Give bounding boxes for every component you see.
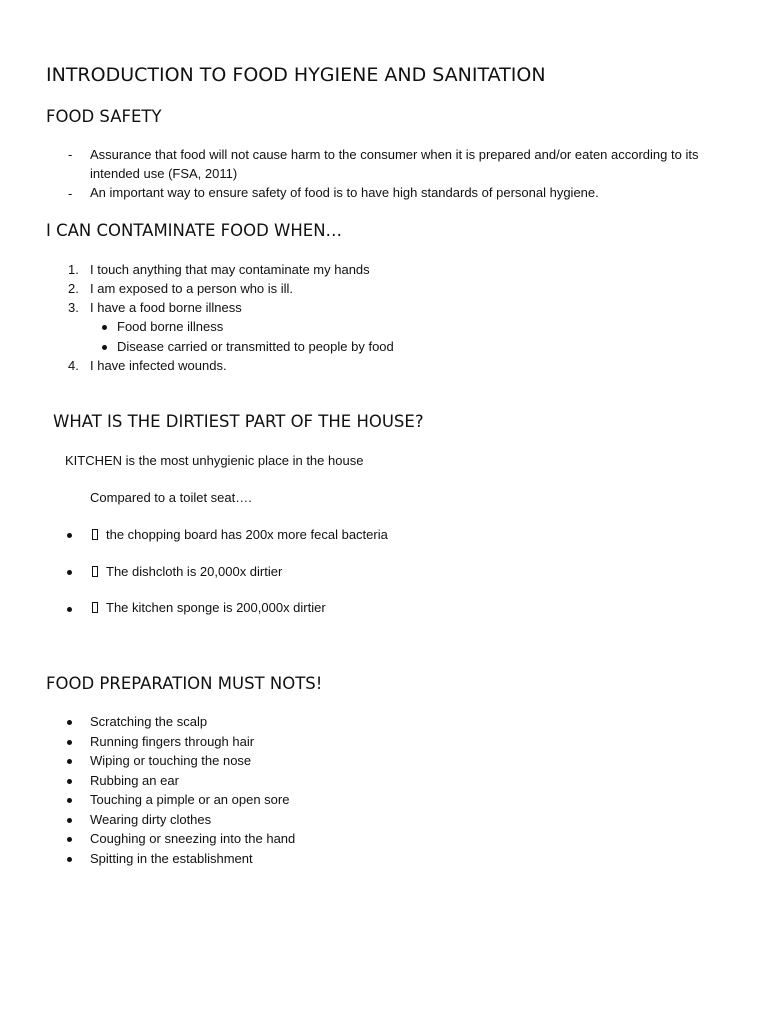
bullet-icon: [67, 533, 72, 538]
contaminate-heading: I CAN CONTAMINATE FOOD WHEN…: [46, 221, 343, 240]
sub-list-item: Food borne illness: [117, 319, 224, 334]
dash-marker: -: [68, 186, 73, 201]
list-item: I have infected wounds.: [90, 358, 227, 373]
page-title: INTRODUCTION TO FOOD HYGIENE AND SANITATION: [46, 64, 546, 86]
dirtiest-intro: KITCHEN is the most unhygienic place in the house: [65, 453, 364, 468]
list-number: 4.: [68, 358, 79, 373]
bullet-icon: [67, 857, 72, 862]
list-item: I touch anything that may contaminate my hands: [90, 262, 370, 277]
missing-glyph-icon: [92, 602, 98, 613]
bullet-icon: [67, 607, 72, 612]
compared-text: Compared to a toilet seat….: [90, 490, 252, 505]
dirtiest-heading: WHAT IS THE DIRTIEST PART OF THE HOUSE?: [53, 412, 424, 431]
food-safety-point: An important way to ensure safety of food is to have high standards of personal hygiene.: [90, 185, 599, 200]
must-nots-heading: FOOD PREPARATION MUST NOTS!: [46, 674, 323, 693]
list-number: 1.: [68, 262, 79, 277]
bullet-icon: [67, 759, 72, 764]
food-safety-point: Assurance that food will not cause harm to the consumer when it is prepared and/or eaten according to its intended use (FSA, 2011): [90, 147, 699, 181]
missing-glyph-icon: [92, 529, 98, 540]
bullet-icon: [102, 325, 107, 330]
bullet-icon: [67, 570, 72, 575]
fact-item: the chopping board has 200x more fecal bacteria: [106, 527, 388, 542]
bullet-icon: [67, 720, 72, 725]
bullet-icon: [67, 818, 72, 823]
bullet-icon: [67, 779, 72, 784]
bullet-icon: [102, 345, 107, 350]
bullet-icon: [67, 740, 72, 745]
must-not-item: Running fingers through hair: [90, 734, 255, 749]
bullet-icon: [67, 798, 72, 803]
fact-item: The kitchen sponge is 200,000x dirtier: [106, 600, 326, 615]
must-not-item: Rubbing an ear: [90, 773, 179, 788]
bullet-icon: [67, 837, 72, 842]
food-safety-heading: FOOD SAFETY: [46, 107, 162, 126]
fact-item: The dishcloth is 20,000x dirtier: [106, 564, 283, 579]
must-not-item: Touching a pimple or an open sore: [90, 792, 290, 807]
list-item: I am exposed to a person who is ill.: [90, 281, 294, 296]
list-item: I have a food borne illness: [90, 300, 242, 315]
must-not-item: Spitting in the establishment: [90, 851, 253, 866]
sub-list-item: Disease carried or transmitted to people by food: [117, 339, 394, 354]
dash-marker: -: [68, 147, 73, 162]
must-not-item: Wearing dirty clothes: [90, 812, 212, 827]
must-not-item: Scratching the scalp: [90, 714, 208, 729]
list-number: 3.: [68, 300, 79, 315]
missing-glyph-icon: [92, 566, 98, 577]
must-not-item: Wiping or touching the nose: [90, 753, 252, 768]
list-number: 2.: [68, 281, 79, 296]
must-not-item: Coughing or sneezing into the hand: [90, 831, 296, 846]
